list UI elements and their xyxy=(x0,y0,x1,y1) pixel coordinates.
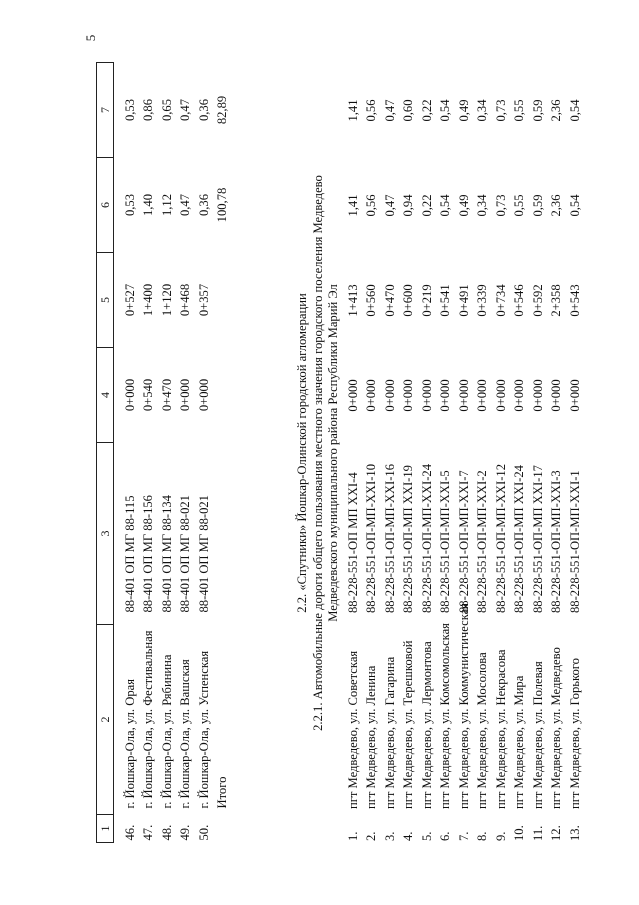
road-id: 88-228-551-ОП-МП-ХХI-3 xyxy=(549,470,564,613)
length-value: 0,47 xyxy=(382,99,397,122)
table-row xyxy=(437,63,456,843)
end-km: 0+491 xyxy=(456,284,471,317)
column-header: 7 xyxy=(97,63,114,158)
end-km: 0+339 xyxy=(475,284,490,317)
length-total: 1,40 xyxy=(141,193,156,217)
row-number: 2. xyxy=(364,831,379,841)
road-name: г. Йошкар-Ола, ул. Успенская xyxy=(196,650,211,809)
road-id: 88-228-551-ОП-МП-ХХI-24 xyxy=(419,464,434,613)
length-total: 2,36 xyxy=(549,194,564,217)
row-number: 4. xyxy=(401,831,416,841)
start-km: 0+470 xyxy=(159,378,174,412)
end-km: 0+546 xyxy=(512,284,527,317)
road-name: пгт Медведево, ул. Мира xyxy=(512,675,527,809)
row-number: 49. xyxy=(178,824,193,841)
length-total: 0,94 xyxy=(401,194,416,217)
length-total: 0,47 xyxy=(178,193,193,217)
roads-table-top xyxy=(96,62,232,843)
start-km: 0+000 xyxy=(512,379,527,412)
road-name: г. Йошкар-Ола, ул. Орая xyxy=(122,678,137,809)
row-number: 46. xyxy=(122,824,137,841)
length-value: 0,56 xyxy=(364,99,379,122)
length-value: 0,73 xyxy=(493,99,508,122)
page-number: 5 xyxy=(83,34,98,42)
section-2-2-heading: 2.2. «Спутники» Йошкар-Олинской городской агломерации xyxy=(295,293,309,613)
road-id: 88-228-551-ОП МП ХХI-4 xyxy=(345,472,360,613)
road-name: г. Йошкар-Ола, ул. Фестивальная xyxy=(141,630,156,809)
road-id: 88-228-551-ОП-МП-ХХI-12 xyxy=(493,464,508,613)
end-km: 2+358 xyxy=(549,284,564,317)
row-number: 6. xyxy=(438,831,453,841)
length-total: 0,54 xyxy=(567,194,582,217)
start-km: 0+000 xyxy=(549,379,564,412)
length-total: 1,12 xyxy=(159,193,174,217)
length-total: 0,53 xyxy=(122,193,137,217)
start-km: 0+000 xyxy=(438,379,453,412)
length-value: 0,54 xyxy=(438,99,453,122)
end-km: 0+527 xyxy=(122,283,137,317)
length-total: 0,49 xyxy=(456,194,471,217)
length-value: 0,49 xyxy=(456,99,471,122)
row-number: 3. xyxy=(382,831,397,841)
start-km: 0+000 xyxy=(401,379,416,412)
length-total: 0,54 xyxy=(438,194,453,217)
total-col6: 100,78 xyxy=(215,187,230,223)
row-number: 13. xyxy=(567,825,582,841)
road-name: пгт Медведево, ул. Ленина xyxy=(364,665,379,809)
road-name: пгт Медведево, ул. Горького xyxy=(567,658,582,809)
row-number: 48. xyxy=(159,824,174,841)
table-row xyxy=(455,63,474,843)
end-km: 0+541 xyxy=(438,284,453,317)
row-number: 10. xyxy=(512,825,527,841)
road-id: 88-228-551-ОП-МП-ХХI-7 xyxy=(456,470,471,613)
row-number: 5. xyxy=(419,831,434,841)
road-id: 88-228-551-ОП-МП-ХХI-2 xyxy=(475,470,490,613)
length-total: 0,22 xyxy=(419,194,434,217)
start-km: 0+000 xyxy=(567,379,582,412)
row-number: 9. xyxy=(493,831,508,841)
end-km: 0+600 xyxy=(401,284,416,317)
length-total: 0,55 xyxy=(512,194,527,217)
road-id: 88-401 ОП МГ 88-156 xyxy=(141,495,156,613)
start-km: 0+000 xyxy=(178,378,193,412)
row-number: 7. xyxy=(456,831,471,841)
total-row xyxy=(214,63,233,843)
end-km: 1+120 xyxy=(159,283,174,317)
section-2-2-1-heading-line2: Медведевского муниципального района Республики Марий Эл xyxy=(326,284,340,622)
row-number: 50. xyxy=(196,824,211,841)
road-id: 88-401 ОП МГ 88-134 xyxy=(159,495,174,613)
length-total: 0,59 xyxy=(530,194,545,217)
section-headings xyxy=(232,63,344,843)
start-km: 0+000 xyxy=(122,378,137,412)
row-number: 11. xyxy=(530,825,545,841)
length-value: 1,41 xyxy=(345,99,360,122)
end-km: 0+468 xyxy=(178,283,193,317)
row-number: 8. xyxy=(475,831,490,841)
length-value: 0,60 xyxy=(401,99,416,122)
road-id: 88-228-551-ОП-МП-ХХI-10 xyxy=(364,464,379,613)
start-km: 0+000 xyxy=(530,379,545,412)
road-name: пгт Медведево, ул. Коммунистическая xyxy=(456,602,471,809)
row-number: 1. xyxy=(345,831,360,841)
table-row xyxy=(195,63,214,843)
length-total: 1,41 xyxy=(345,194,360,217)
length-total: 0,47 xyxy=(382,194,397,217)
length-value: 0,59 xyxy=(530,99,545,122)
roads-table-bottom xyxy=(344,63,585,843)
column-header: 1 xyxy=(97,815,114,843)
column-header: 5 xyxy=(97,253,114,348)
road-name: г. Йошкар-Ола, ул. Вашская xyxy=(178,659,193,809)
table-row xyxy=(418,63,437,843)
table-row xyxy=(566,63,585,843)
table-row xyxy=(548,63,567,843)
length-total: 0,34 xyxy=(475,194,490,217)
table-row xyxy=(474,63,493,843)
end-km: 0+219 xyxy=(419,284,434,317)
table-row xyxy=(381,63,400,843)
start-km: 0+000 xyxy=(382,379,397,412)
table-row xyxy=(177,63,196,843)
road-id: 88-228-551-ОП-МП ХХI-17 xyxy=(530,465,545,613)
road-id: 88-228-551-ОП-МП-ХХI-1 xyxy=(567,470,582,613)
length-value: 0,22 xyxy=(419,99,434,122)
column-header: 4 xyxy=(97,348,114,443)
rotated-page-content xyxy=(96,63,596,843)
top-rows xyxy=(121,63,214,843)
road-id: 88-401 ОП МГ 88-115 xyxy=(122,495,137,613)
end-km: 0+357 xyxy=(196,283,211,317)
table-row xyxy=(400,63,419,843)
length-value: 0,65 xyxy=(159,98,174,122)
road-id: 88-401 ОП МГ 88-021 xyxy=(178,495,193,613)
length-total: 0,73 xyxy=(493,194,508,217)
row-number: 47. xyxy=(141,824,156,841)
column-header: 2 xyxy=(97,625,114,815)
length-total: 0,36 xyxy=(196,193,211,217)
end-km: 0+560 xyxy=(364,284,379,317)
road-id: 88-228-551-ОП-МП ХХI-19 xyxy=(401,465,416,613)
length-value: 0,36 xyxy=(196,98,211,122)
start-km: 0+540 xyxy=(141,378,156,412)
road-name: пгт Медведево, ул. Медведево xyxy=(549,647,564,809)
start-km: 0+000 xyxy=(419,379,434,412)
length-value: 0,34 xyxy=(475,99,490,122)
table-row xyxy=(363,63,382,843)
length-value: 0,86 xyxy=(141,98,156,122)
road-name: пгт Медведево, ул. Гагарина xyxy=(382,656,397,809)
road-name: пгт Медведево, ул. Полевая xyxy=(530,661,545,809)
table-row xyxy=(121,63,140,843)
length-value: 0,55 xyxy=(512,99,527,122)
total-col7: 82,89 xyxy=(215,95,230,125)
start-km: 0+000 xyxy=(475,379,490,412)
road-id: 88-401 ОП МГ 88-021 xyxy=(196,495,211,613)
end-km: 0+470 xyxy=(382,284,397,317)
length-value: 0,53 xyxy=(122,98,137,122)
table-row xyxy=(492,63,511,843)
column-number-header-row xyxy=(97,63,114,843)
start-km: 0+000 xyxy=(345,379,360,412)
road-name: пгт Медведево, ул. Советская xyxy=(345,650,360,809)
start-km: 0+000 xyxy=(493,379,508,412)
start-km: 0+000 xyxy=(364,379,379,412)
end-km: 1+413 xyxy=(345,284,360,317)
table-row xyxy=(529,63,548,843)
end-km: 1+400 xyxy=(141,283,156,317)
section-2-2-1-heading-line1: 2.2.1. Автомобильные дороги общего пользования местного значения городского поселения Медведево xyxy=(311,175,325,731)
length-value: 0,47 xyxy=(178,98,193,122)
total-label: Итого xyxy=(215,776,230,809)
road-name: г. Йошкар-Ола, ул. Рябинина xyxy=(159,654,174,809)
road-id: 88-228-551-ОП-МП ХХI-24 xyxy=(512,465,527,613)
table-row xyxy=(344,63,363,843)
end-km: 0+543 xyxy=(567,284,582,317)
column-header: 3 xyxy=(97,443,114,625)
road-name: пгт Медведево, ул. Некрасова xyxy=(493,649,508,809)
start-km: 0+000 xyxy=(196,378,211,412)
column-header: 6 xyxy=(97,158,114,253)
end-km: 0+592 xyxy=(530,284,545,317)
road-name: пгт Медведево, ул. Лермонтова xyxy=(419,641,434,809)
start-km: 0+000 xyxy=(456,379,471,412)
table-row xyxy=(511,63,530,843)
road-id: 88-228-551-ОП-МП-ХХI-5 xyxy=(438,470,453,613)
road-id: 88-228-551-ОП-МП-ХХI-16 xyxy=(382,464,397,613)
road-name: пгт Медведево, ул. Комсомольская xyxy=(438,623,453,809)
road-name: пгт Медведево, ул. Терешковой xyxy=(401,640,416,809)
length-value: 2,36 xyxy=(549,99,564,122)
length-value: 0,54 xyxy=(567,99,582,122)
table-row xyxy=(158,63,177,843)
length-total: 0,56 xyxy=(364,194,379,217)
road-name: пгт Медведево, ул. Мосолова xyxy=(475,652,490,809)
table-row xyxy=(140,63,159,843)
row-number: 12. xyxy=(549,825,564,841)
end-km: 0+734 xyxy=(493,284,508,317)
bottom-rows xyxy=(344,63,585,843)
